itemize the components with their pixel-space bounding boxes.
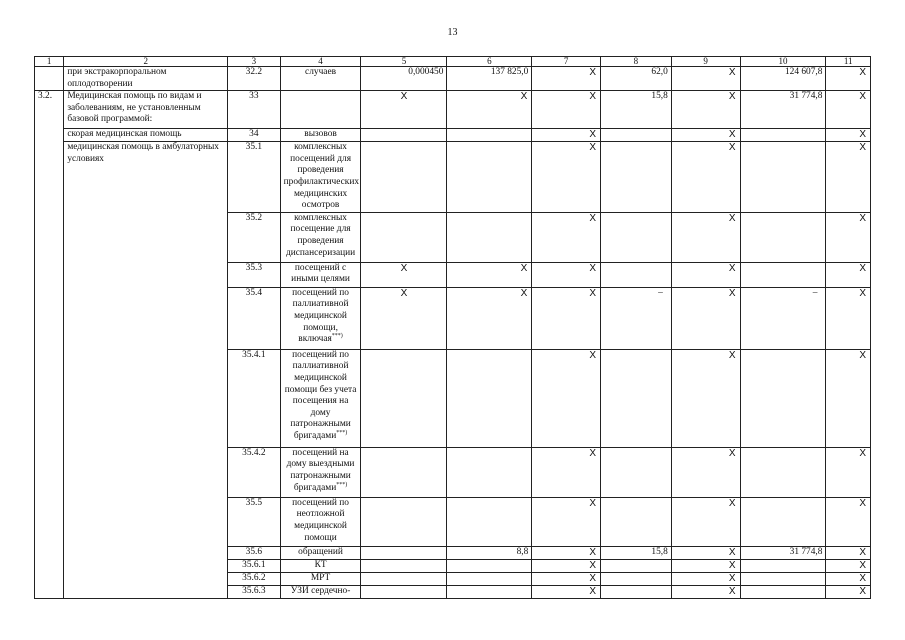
cell-text: 32.2 xyxy=(245,67,263,77)
cell-c10 xyxy=(740,212,826,262)
cell-c8 xyxy=(601,585,672,598)
cell-text: X xyxy=(589,287,597,299)
cell-unit xyxy=(280,67,361,91)
cell-text: X xyxy=(859,572,866,584)
cell-num xyxy=(228,546,281,559)
cell-text: 3.2. xyxy=(38,91,53,102)
cell-text: X xyxy=(859,497,866,509)
cell-c5 xyxy=(361,572,447,585)
cell-c6 xyxy=(447,572,532,585)
cell-c7 xyxy=(532,142,601,213)
cell-num xyxy=(228,91,281,129)
cell-text: X xyxy=(520,262,528,274)
cell-c7 xyxy=(532,559,601,572)
cell-c7 xyxy=(532,572,601,585)
cell-text: X xyxy=(728,67,736,78)
cell-c8 xyxy=(601,447,672,497)
cell-text: комплексных посещений для проведения профилактических медицинских осмотров xyxy=(283,142,360,211)
cell-c8 xyxy=(601,91,672,129)
cell-text: 124 607,8 xyxy=(784,67,823,77)
cell-c5 xyxy=(361,262,447,287)
cell-text: 62,0 xyxy=(651,67,668,77)
cell-text: X xyxy=(589,142,597,154)
cell-text: X xyxy=(589,585,597,597)
cell-c7 xyxy=(532,447,601,497)
header-cell: 8 xyxy=(601,57,672,67)
cell-c7 xyxy=(532,91,601,129)
cell-text: X xyxy=(728,129,736,141)
cell-c5 xyxy=(361,129,447,142)
cell-unit xyxy=(280,91,361,129)
header-cell: 11 xyxy=(826,57,871,67)
cell-text: случаев xyxy=(305,67,337,77)
cell-c5 xyxy=(361,287,447,349)
cell-text: 15,8 xyxy=(651,91,668,102)
cell-c6 xyxy=(447,91,532,129)
cell-text: комплексных посещение для проведения диспансеризации xyxy=(285,212,356,258)
cell-text: X xyxy=(728,572,736,584)
header-cell: 1 xyxy=(35,57,64,67)
cell-c11 xyxy=(826,585,871,598)
cell-c6 xyxy=(447,559,532,572)
cell-c9 xyxy=(671,212,740,262)
cell-text: 137 825,0 xyxy=(490,67,529,77)
header-cell: 7 xyxy=(532,57,601,67)
cell-c6 xyxy=(447,212,532,262)
table-row xyxy=(35,67,871,91)
cell-unit xyxy=(280,287,361,349)
cell-text: X xyxy=(589,212,597,224)
cell-text: посещений по паллиативной медицинской помощи, включая xyxy=(292,287,349,345)
cell-text: X xyxy=(859,349,866,361)
cell-text: X xyxy=(728,142,736,154)
cell-sec xyxy=(35,91,64,599)
cell-c6 xyxy=(447,546,532,559)
cell-c10 xyxy=(740,67,826,91)
table-row xyxy=(35,129,871,142)
cell-text: скорая медицинская помощь xyxy=(67,129,182,140)
cell-num xyxy=(228,212,281,262)
cell-num xyxy=(228,349,281,447)
cell-c7 xyxy=(532,262,601,287)
cell-text: X xyxy=(728,262,736,274)
cell-c10 xyxy=(740,262,826,287)
cell-c5 xyxy=(361,447,447,497)
header-cell: 5 xyxy=(361,57,447,67)
cell-text: 34 xyxy=(249,129,259,140)
cell-c8 xyxy=(601,349,672,447)
cell-c11 xyxy=(826,497,871,546)
cell-c8 xyxy=(601,262,672,287)
cell-c11 xyxy=(826,546,871,559)
cell-text: посещений по неотложной медицинской помощи xyxy=(292,497,349,543)
cell-name xyxy=(64,142,228,599)
cell-unit xyxy=(280,585,361,598)
cell-c8 xyxy=(601,546,672,559)
cell-num xyxy=(228,262,281,287)
cell-text: 15,8 xyxy=(651,546,668,557)
cell-c11 xyxy=(826,142,871,213)
cell-c11 xyxy=(826,212,871,262)
cell-c11 xyxy=(826,287,871,349)
cell-text: – xyxy=(658,287,663,298)
cell-c9 xyxy=(671,67,740,91)
cell-c8 xyxy=(601,67,672,91)
cell-unit xyxy=(280,447,361,497)
cell-c9 xyxy=(671,287,740,349)
cell-c11 xyxy=(826,349,871,447)
cell-text: X xyxy=(859,142,866,154)
cell-text: 35.6.2 xyxy=(242,572,266,583)
cell-text: X xyxy=(859,67,866,78)
cell-text: X xyxy=(859,262,866,274)
cell-c9 xyxy=(671,559,740,572)
cell-text: МРТ xyxy=(310,572,331,583)
cell-unit xyxy=(280,546,361,559)
header-cell: 2 xyxy=(64,57,228,67)
cell-name xyxy=(64,129,228,142)
cell-c9 xyxy=(671,447,740,497)
cell-text: при экстракорпоральном оплодотворении xyxy=(67,67,167,89)
cell-text: 35.1 xyxy=(245,142,263,153)
cell-c7 xyxy=(532,497,601,546)
cell-unit xyxy=(280,572,361,585)
cell-c5 xyxy=(361,497,447,546)
header-cell: 4 xyxy=(280,57,361,67)
data-table xyxy=(34,56,871,599)
cell-c10 xyxy=(740,447,826,497)
cell-text: 35.4.1 xyxy=(242,349,266,360)
cell-unit xyxy=(280,497,361,546)
cell-c10 xyxy=(740,129,826,142)
cell-c7 xyxy=(532,67,601,91)
cell-text: 35.4 xyxy=(245,287,263,298)
cell-c11 xyxy=(826,129,871,142)
cell-text: X xyxy=(859,91,866,103)
cell-c11 xyxy=(826,91,871,129)
cell-c8 xyxy=(601,212,672,262)
cell-c11 xyxy=(826,559,871,572)
cell-c9 xyxy=(671,546,740,559)
cell-text: X xyxy=(589,447,597,459)
header-row xyxy=(35,57,871,67)
cell-c6 xyxy=(447,585,532,598)
table-row xyxy=(35,91,871,129)
cell-c6 xyxy=(447,497,532,546)
cell-text: X xyxy=(589,67,597,78)
cell-c6 xyxy=(447,349,532,447)
cell-c7 xyxy=(532,212,601,262)
cell-c5 xyxy=(361,349,447,447)
cell-c6 xyxy=(447,447,532,497)
cell-text: X xyxy=(859,287,866,299)
cell-c5 xyxy=(361,585,447,598)
cell-text: 35.4.2 xyxy=(242,447,266,458)
header-cell: 3 xyxy=(228,57,281,67)
cell-num xyxy=(228,447,281,497)
cell-c10 xyxy=(740,585,826,598)
cell-c10 xyxy=(740,349,826,447)
cell-num xyxy=(228,497,281,546)
cell-text: X xyxy=(859,546,866,558)
cell-text: Медицинская помощь по видам и заболеваниям, не установленным базовой программой: xyxy=(67,91,202,125)
cell-text: 35.6 xyxy=(245,546,263,557)
cell-text: X xyxy=(728,559,736,571)
cell-c5 xyxy=(361,546,447,559)
cell-c10 xyxy=(740,559,826,572)
cell-text: – xyxy=(812,287,818,298)
cell-text: 35.2 xyxy=(245,212,263,223)
cell-c10 xyxy=(740,572,826,585)
cell-text: X xyxy=(728,447,736,459)
cell-text: X xyxy=(589,572,597,584)
cell-text: X xyxy=(520,287,528,299)
cell-text: X xyxy=(400,287,408,299)
cell-c5 xyxy=(361,212,447,262)
cell-text: X xyxy=(589,349,597,361)
cell-text: X xyxy=(589,91,597,103)
cell-c9 xyxy=(671,142,740,213)
cell-num xyxy=(228,129,281,142)
cell-text: X xyxy=(589,546,597,558)
cell-name xyxy=(64,67,228,91)
cell-c8 xyxy=(601,287,672,349)
cell-c8 xyxy=(601,572,672,585)
cell-text: X xyxy=(589,129,597,141)
cell-text: X xyxy=(400,262,408,274)
cell-text: X xyxy=(728,212,736,224)
cell-text: X xyxy=(520,91,528,103)
cell-text: X xyxy=(728,497,736,509)
cell-text: X xyxy=(400,91,408,103)
cell-c11 xyxy=(826,262,871,287)
cell-c6 xyxy=(447,262,532,287)
cell-text: 35.6.3 xyxy=(242,585,266,596)
cell-c10 xyxy=(740,287,826,349)
cell-text: 35.6.1 xyxy=(242,559,266,570)
cell-text: посещений на дому выездными патронажными бригадами xyxy=(286,447,355,493)
cell-text: X xyxy=(859,559,866,571)
cell-c7 xyxy=(532,287,601,349)
cell-text: 35.5 xyxy=(245,497,263,508)
cell-num xyxy=(228,585,281,598)
cell-c7 xyxy=(532,129,601,142)
table-row xyxy=(35,142,871,213)
cell-c9 xyxy=(671,585,740,598)
header-cell: 10 xyxy=(740,57,826,67)
cell-c9 xyxy=(671,497,740,546)
cell-unit xyxy=(280,129,361,142)
cell-text: 33 xyxy=(249,91,259,102)
cell-c6 xyxy=(447,287,532,349)
cell-text: X xyxy=(859,129,866,141)
cell-c9 xyxy=(671,129,740,142)
cell-text: X xyxy=(589,497,597,509)
cell-unit xyxy=(280,349,361,447)
cell-c7 xyxy=(532,349,601,447)
cell-c9 xyxy=(671,349,740,447)
footnote-mark: ***) xyxy=(336,481,348,488)
cell-c10 xyxy=(740,497,826,546)
cell-c5 xyxy=(361,67,447,91)
cell-c8 xyxy=(601,142,672,213)
cell-c10 xyxy=(740,142,826,213)
cell-c5 xyxy=(361,91,447,129)
cell-text: обращений xyxy=(298,546,343,557)
cell-num xyxy=(228,287,281,349)
cell-text: вызовов xyxy=(304,129,337,140)
cell-c8 xyxy=(601,497,672,546)
cell-text: 31 774,8 xyxy=(789,546,823,557)
cell-c5 xyxy=(361,559,447,572)
cell-text: 8,8 xyxy=(516,546,529,557)
cell-text: X xyxy=(589,559,597,571)
cell-text: КТ xyxy=(314,559,327,570)
page-number: 13 xyxy=(447,27,458,38)
cell-text: X xyxy=(728,287,736,299)
cell-c6 xyxy=(447,67,532,91)
cell-text: X xyxy=(728,349,736,361)
cell-num xyxy=(228,142,281,213)
cell-text: X xyxy=(859,212,866,224)
cell-text: 0,000450 xyxy=(408,67,444,77)
cell-c7 xyxy=(532,585,601,598)
cell-c5 xyxy=(361,142,447,213)
cell-c10 xyxy=(740,546,826,559)
cell-c11 xyxy=(826,67,871,91)
footnote-mark: ***) xyxy=(331,333,343,339)
cell-c11 xyxy=(826,572,871,585)
cell-c8 xyxy=(601,129,672,142)
cell-text: X xyxy=(859,585,866,597)
cell-c9 xyxy=(671,262,740,287)
cell-text: X xyxy=(728,91,736,103)
cell-c11 xyxy=(826,447,871,497)
cell-c9 xyxy=(671,91,740,129)
cell-text: 35.3 xyxy=(245,262,263,273)
cell-c10 xyxy=(740,91,826,129)
cell-name xyxy=(64,91,228,129)
cell-text: УЗИ сердечно- xyxy=(290,585,351,596)
cell-c6 xyxy=(447,142,532,213)
cell-num xyxy=(228,559,281,572)
header-cell: 9 xyxy=(671,57,740,67)
cell-num xyxy=(228,67,281,91)
cell-unit xyxy=(280,142,361,213)
cell-c9 xyxy=(671,572,740,585)
cell-unit xyxy=(280,559,361,572)
cell-text: 31 774,8 xyxy=(789,91,823,102)
header-cell: 6 xyxy=(447,57,532,67)
cell-text: X xyxy=(728,585,736,597)
cell-c6 xyxy=(447,129,532,142)
cell-text: посещений с иными целями xyxy=(291,262,350,285)
footnote-mark: ***) xyxy=(336,429,348,436)
cell-text: медицинская помощь в амбулаторных условиях xyxy=(67,142,219,164)
cell-unit xyxy=(280,212,361,262)
cell-c7 xyxy=(532,546,601,559)
cell-num xyxy=(228,572,281,585)
cell-c8 xyxy=(601,559,672,572)
cell-text: X xyxy=(728,546,736,558)
cell-sec xyxy=(35,67,64,91)
cell-text: X xyxy=(859,447,866,459)
cell-unit xyxy=(280,262,361,287)
cell-text: посещений по паллиативной медицинской помощи без учета посещения на дому патронажными бригадами xyxy=(284,349,357,441)
cell-text: X xyxy=(589,262,597,274)
